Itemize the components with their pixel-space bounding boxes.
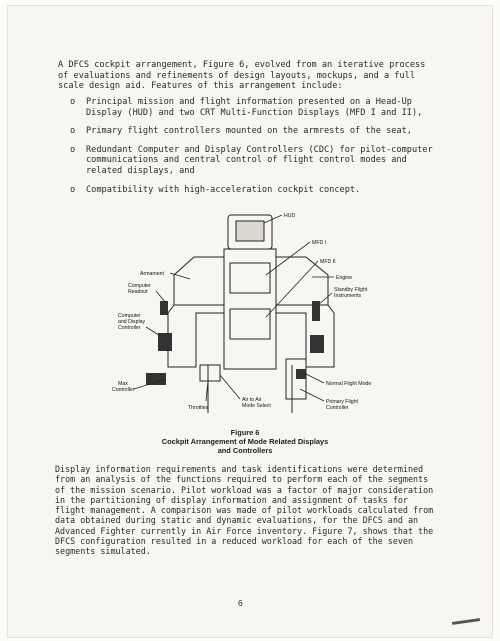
label-standby-instruments: Instruments xyxy=(334,293,362,299)
list-item xyxy=(70,97,440,118)
cdc-right-keypad xyxy=(310,335,324,353)
max-controller-box xyxy=(146,373,166,385)
intro-paragraph: A DFCS cockpit arrangement, Figure 6, evolved from an iterative process of evaluations and refinements of design layouts, mockups, and a full scale design aid. Features of this arrangement include: xyxy=(58,60,426,92)
computer-readout-keys xyxy=(160,301,168,315)
bullet-marker: o xyxy=(70,97,76,107)
list-item xyxy=(70,185,440,196)
mfd-2-screen xyxy=(230,309,270,339)
label-max-controller: Controller xyxy=(112,387,135,393)
cockpit-arrangement-figure xyxy=(100,205,400,420)
label-max-controller: Max xyxy=(118,381,128,387)
feature-list xyxy=(70,97,440,203)
label-normal-flight-mode: Normal Flight Mode xyxy=(326,381,372,387)
list-item xyxy=(70,145,440,177)
list-item-text: Primary flight controllers mounted on the armrests of the seat, xyxy=(86,126,412,137)
label-cdc: Computer xyxy=(118,313,141,319)
normal-flight-switch xyxy=(296,369,306,379)
label-primary-flight-controller: Controller xyxy=(326,405,349,411)
page-number: 6 xyxy=(238,598,243,608)
label-mfd-2: MFD II xyxy=(320,259,336,265)
closing-paragraph: Display information requirements and task identifications were determined from an analysis of the functions required to perform each of the segments of the mission scenario. Pilot workload was a factor of major consideration in the partitioning of display information and assignment of tasks for flight management. A comparison was made of pilot workloads calculated from data obtained during static and dynamic evaluations, for the DFCS and an Advanced Fighter currently in Air Force inventory. Figure 7, shows that the DFCS configuration resulted in a reduced workload for each of the seven segments simulated. xyxy=(55,464,434,557)
label-air-to-air: Air to Air xyxy=(242,397,262,403)
bullet-marker: o xyxy=(70,126,76,137)
mfd-1-screen xyxy=(230,263,270,293)
left-panel xyxy=(174,257,224,305)
caption-title-continued: and Controllers xyxy=(217,446,273,455)
label-mfd-1: MFD I xyxy=(312,240,327,246)
label-throttles: Throttles xyxy=(188,405,209,411)
label-engine: Engine xyxy=(336,275,353,281)
label-cdc: and Display xyxy=(118,319,146,325)
label-computer-readout: Readout xyxy=(128,289,148,295)
bullet-marker: o xyxy=(70,184,76,195)
label-armament: Armament xyxy=(140,271,164,277)
list-item-text: Compatibility with high-acceleration cockpit concept. xyxy=(86,184,361,195)
caption-figure-number: Figure 6 xyxy=(230,428,260,437)
figure-caption xyxy=(130,428,360,455)
list-item-text: Redundant Computer and Display Controllers (CDC) for pilot-computer communications and central control of flight control modes and related displays, and xyxy=(86,144,433,176)
label-hud: HUD xyxy=(284,213,296,219)
label-primary-flight-controller: Primary Flight xyxy=(326,399,358,405)
label-standby-instruments: Standby Flight xyxy=(334,287,368,293)
list-item-text: Principal mission and flight information presented on a Head-Up Display (HUD) and two CRT Multi-Function Displays (MFD I and II), xyxy=(86,97,423,118)
hud-glass xyxy=(236,221,264,241)
label-air-to-air: Mode Select xyxy=(242,403,271,409)
list-item xyxy=(70,126,440,137)
label-cdc: Controller xyxy=(118,325,141,331)
bullet-marker: o xyxy=(70,144,76,155)
caption-title: Cockpit Arrangement of Mode Related Displays xyxy=(161,437,329,446)
label-computer-readout: Computer xyxy=(128,283,151,289)
throttle-block xyxy=(200,365,220,381)
